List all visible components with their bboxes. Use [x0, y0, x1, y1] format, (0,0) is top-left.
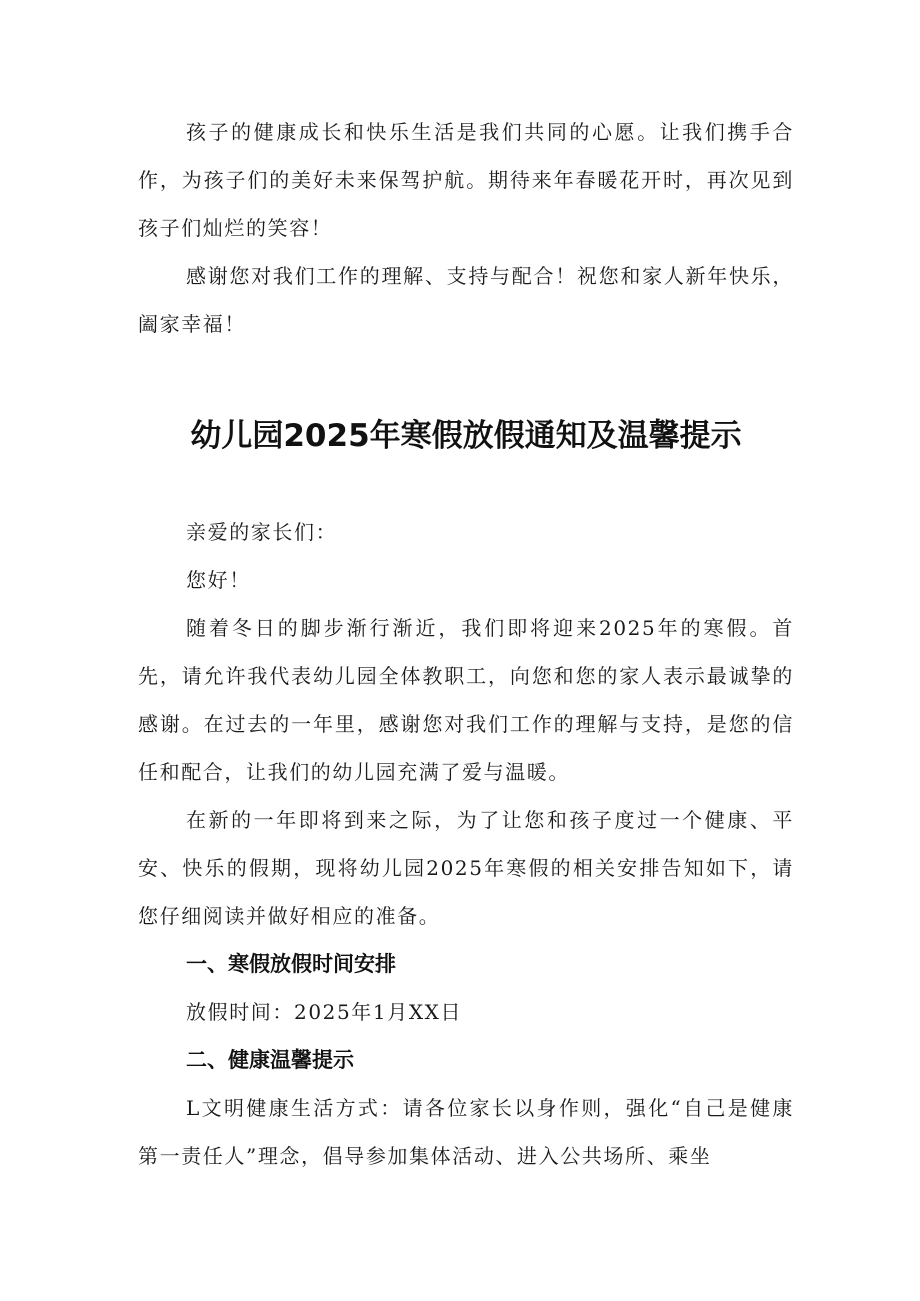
notice-body	[138, 508, 794, 1180]
body-paragraph-gratitude: 随着冬日的脚步渐行渐近，我们即将迎来2025年的寒假。首先，请允许我代表幼儿园全体教职工，向您和您的家人表示最诚挚的感谢。在过去的一年里，感谢您对我们工作的理解与支持，是您的信任和配合，让我们的幼儿园充满了爱与温暖。	[138, 616, 794, 784]
greeting: 您好！	[186, 568, 251, 592]
body-paragraph-arrangement: 在新的一年即将到来之际，为了让您和孩子度过一个健康、平安、快乐的假期，现将幼儿园2025年寒假的相关安排告知如下，请您仔细阅读并做好相应的准备。	[138, 808, 794, 928]
document-title: 幼儿园2025年寒假放假通知及温馨提示	[190, 418, 742, 454]
section-heading-health-tips: 二、健康温馨提示	[186, 1048, 354, 1072]
closing-paragraph-wish: 孩子的健康成长和快乐生活是我们共同的心愿。让我们携手合作，为孩子们的美好未来保驾护航。期待来年春暖花开时，再次见到孩子们灿烂的笑容！	[138, 120, 794, 240]
health-tip-paragraph: L文明健康生活方式：请各位家长以身作则，强化“自己是健康第一责任人”理念，倡导参加集体活动、进入公共场所、乘坐	[138, 1096, 794, 1168]
closing-paragraph-thanks: 感谢您对我们工作的理解、支持与配合！祝您和家人新年快乐，阖家幸福！	[138, 264, 794, 336]
holiday-date-text: 放假时间：2025年1月XX日	[186, 1000, 463, 1024]
section-heading-schedule: 一、寒假放假时间安排	[186, 952, 396, 976]
salutation: 亲爱的家长们：	[186, 520, 338, 544]
closing-section	[138, 108, 794, 348]
title-section	[138, 414, 794, 458]
